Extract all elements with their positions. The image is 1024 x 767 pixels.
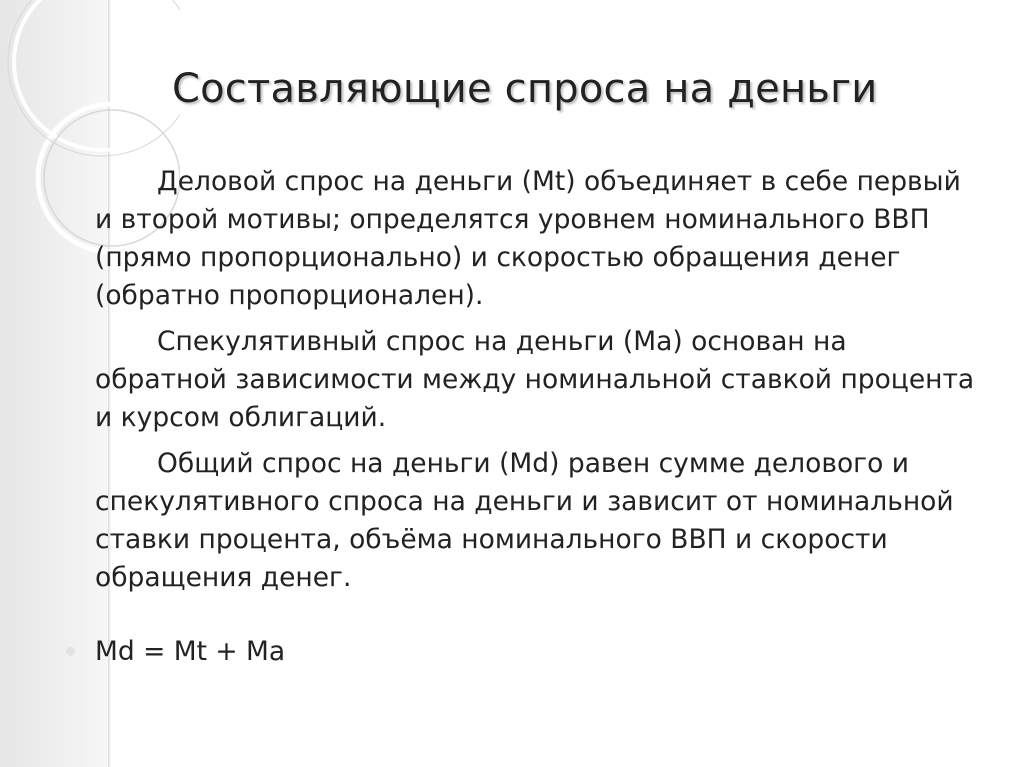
formula: Md = Mt + Ma (95, 636, 286, 667)
decorative-arc-outer (14, 0, 180, 150)
paragraph-total-demand: Общий спрос на деньги (Md) равен сумме делового и спекулятивного спроса на деньги и зависит от номинальной ставки процента, объёма номинального ВВП и скорости обращения денег. (95, 448, 954, 593)
paragraph-business-demand: Деловой спрос на деньги (Mt) объединяет в себе первый и второй мотивы; определятся уровнем номинального ВВП (прямо пропорционально) и скоростью обращения денег (обратно пропорционален). (95, 166, 961, 311)
bullet-dot-icon (66, 647, 75, 656)
slide-body (95, 163, 985, 605)
paragraph-speculative-demand: Спекулятивный спрос на деньги (Ma) основан на обратной зависимости между номинальной ставкой процента и курсом облигаций. (95, 326, 975, 433)
slide-title: Составляющие спроса на деньги (172, 66, 878, 112)
